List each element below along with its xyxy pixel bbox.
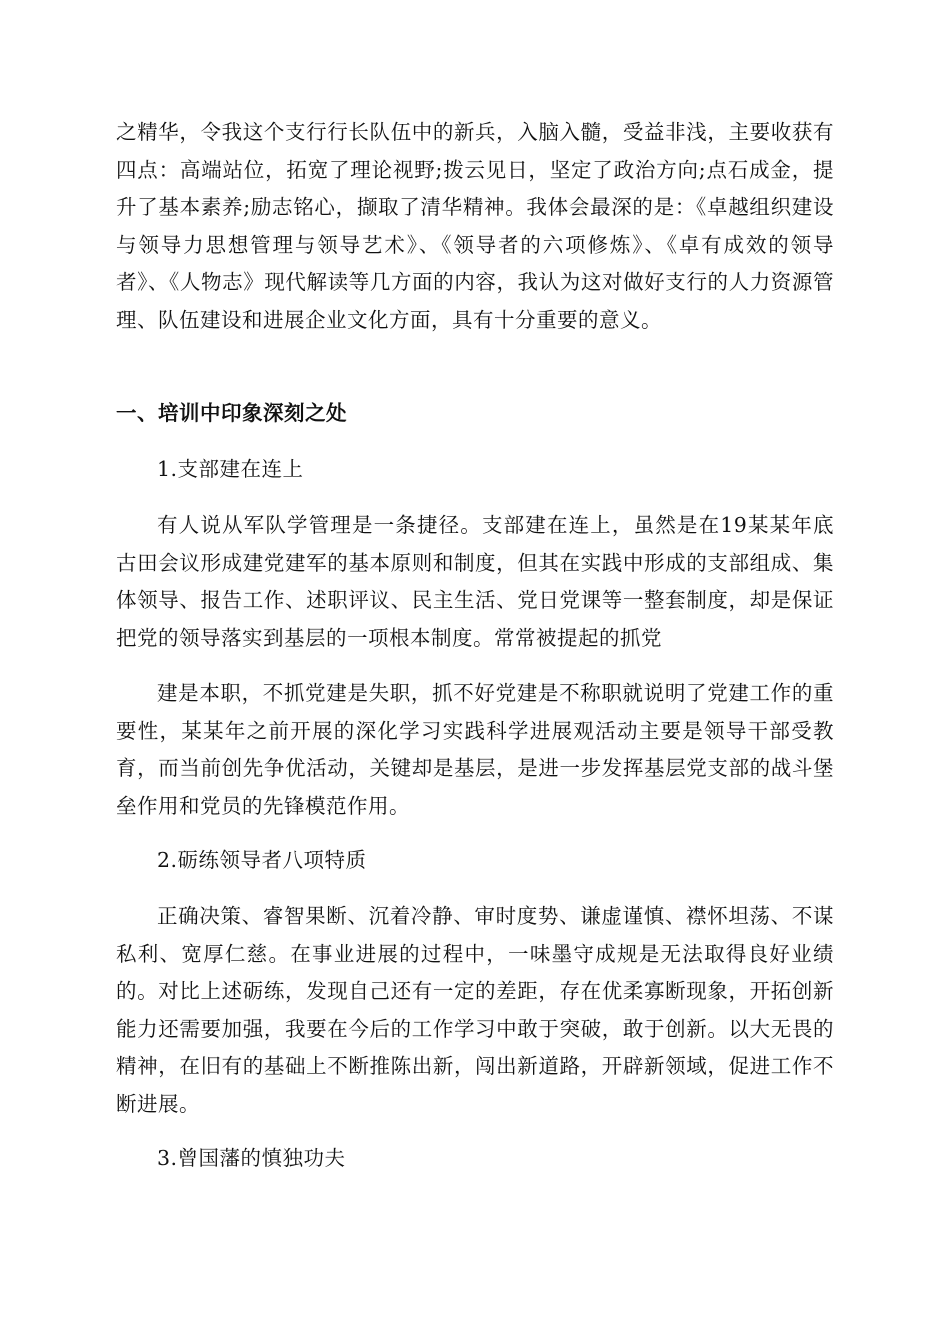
item2-paragraph: 正确决策、睿智果断、沉着冷静、审时度势、谦虚谨慎、襟怀坦荡、不谋私利、宽厚仁慈。在事业进展的过程中，一味墨守成规是无法取得良好业绩的。对比上述砺练，发现自己还有一定的差距，存在优柔寡断现象，开拓创新能力还需要加强，我要在今后的工作学习中敢于突破，敢于创新。以大无畏的精神，在旧有的基础上不断推陈出新，闯出新道路，开辟新领域，促进工作不断进展。: [116, 904, 834, 1116]
item1-paragraph-2: 建是本职，不抓党建是失职，抓不好党建是不称职就说明了党建工作的重要性，某某年之前开展的深化学习实践科学进展观活动主要是领导干部受教育，而当前创先争优活动，关键却是基层，是进一步发挥基层党支部的战斗堡垒作用和党员的先锋模范作用。: [116, 681, 834, 818]
intro-paragraph: 之精华，令我这个支行行长队伍中的新兵，入脑入髓，受益非浅，主要收获有四点：高端站位，拓宽了理论视野;拨云见日，坚定了政治方向;点石成金，提升了基本素养;励志铭心，撷取了清华精神。我体会最深的是：《卓越组织建设与领导力思想管理与领导艺术》、《领导者的六项修炼》、《卓有成效的领导者》、《人物志》现代解读等几方面的内容，我认为这对做好支行的人力资源管理、队伍建设和进展企业文化方面，具有十分重要的意义。: [116, 120, 834, 332]
item2-title: 2.砺练领导者八项特质: [157, 848, 367, 872]
item3-title: 3.曾国藩的慎独功夫: [157, 1146, 346, 1170]
section-heading: 一、培训中印象深刻之处: [116, 401, 347, 425]
item1-title: 1.支部建在连上: [157, 457, 304, 481]
item1-paragraph-1: 有人说从军队学管理是一条捷径。支部建在连上，虽然是在19某某年底古田会议形成建党建军的基本原则和制度，但其在实践中形成的支部组成、集体领导、报告工作、述职评议、民主生活、党日党课等一整套制度，却是保证把党的领导落实到基层的一项根本制度。常常被提起的抓党: [116, 513, 834, 650]
